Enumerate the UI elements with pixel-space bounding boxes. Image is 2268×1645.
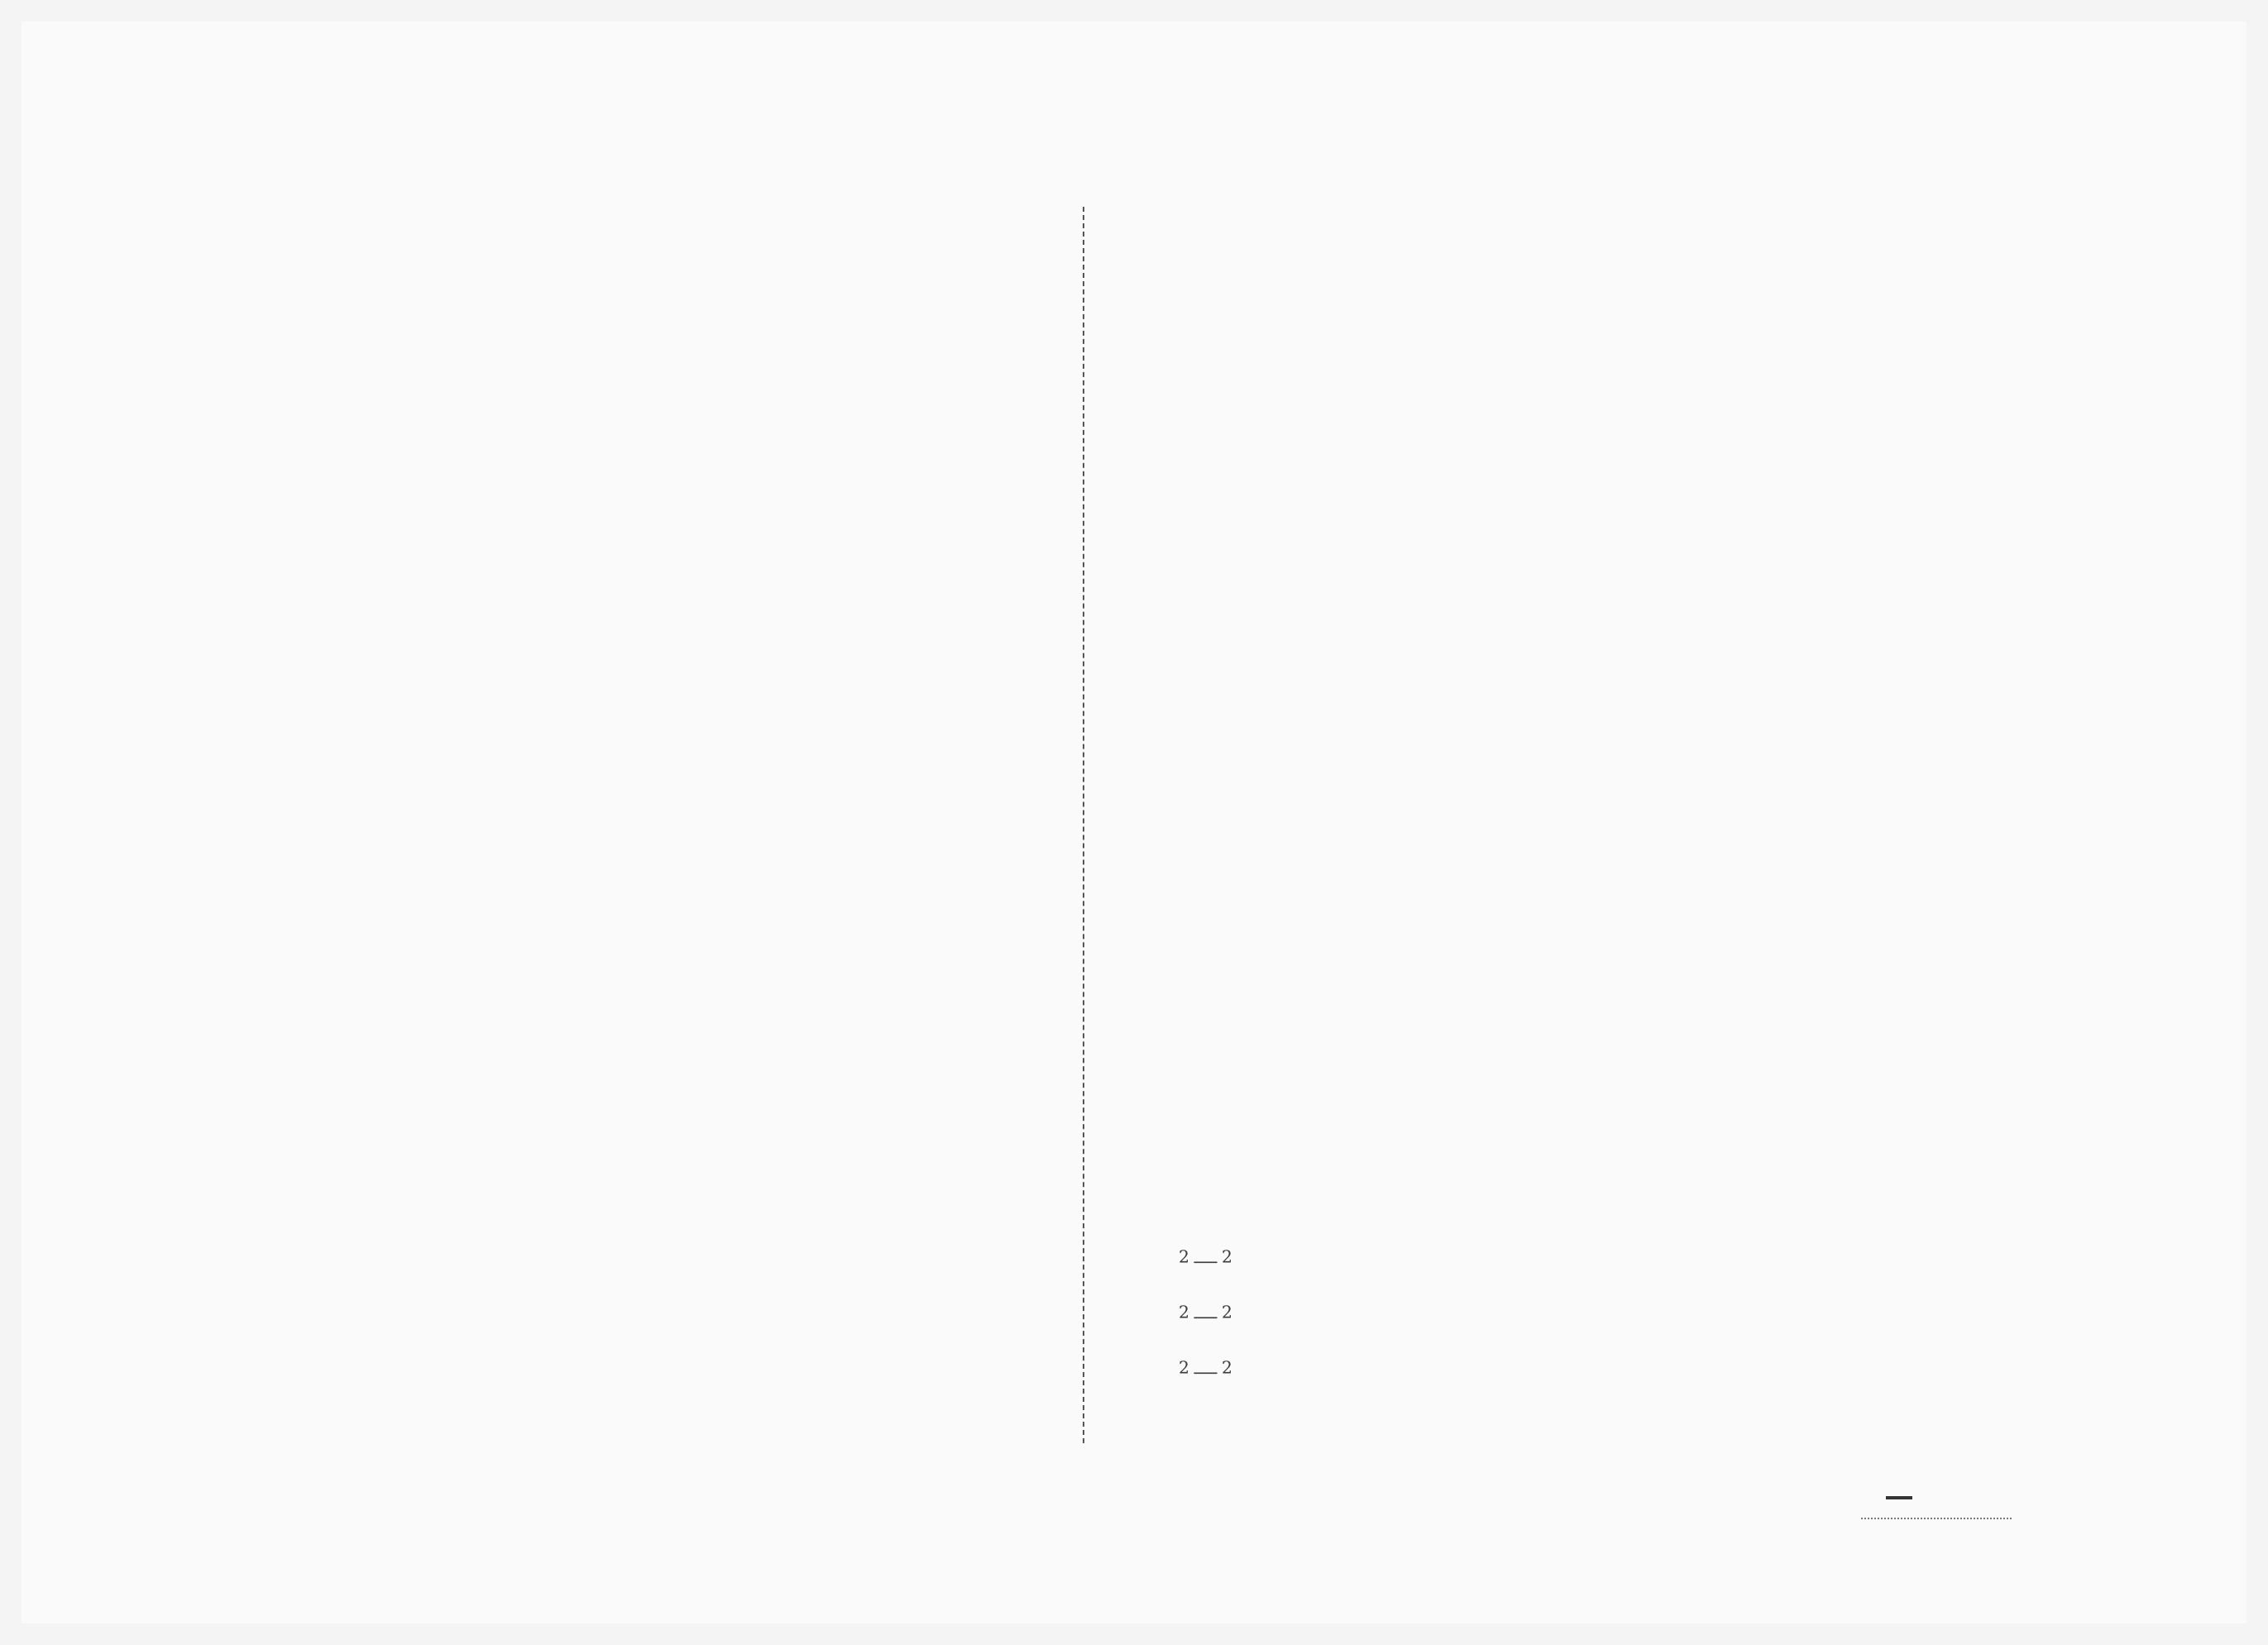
log-pile-diagram: [1592, 955, 1931, 1187]
q8-formula-1: $^2$－$^2$: [1179, 1246, 1233, 1281]
column-divider: [1083, 207, 1084, 1443]
footer-dotted-rule: [1861, 1518, 2012, 1519]
q8-formula-3: $^2$－$^2$: [1179, 1356, 1233, 1392]
tournament-bracket-diagram: [1150, 397, 1993, 612]
q8-formula-2: $^2$－$^2$: [1179, 1301, 1233, 1337]
page-footer: [1876, 1474, 1912, 1509]
page-number: [1886, 1496, 1912, 1499]
workbook-page: [22, 22, 2246, 1623]
